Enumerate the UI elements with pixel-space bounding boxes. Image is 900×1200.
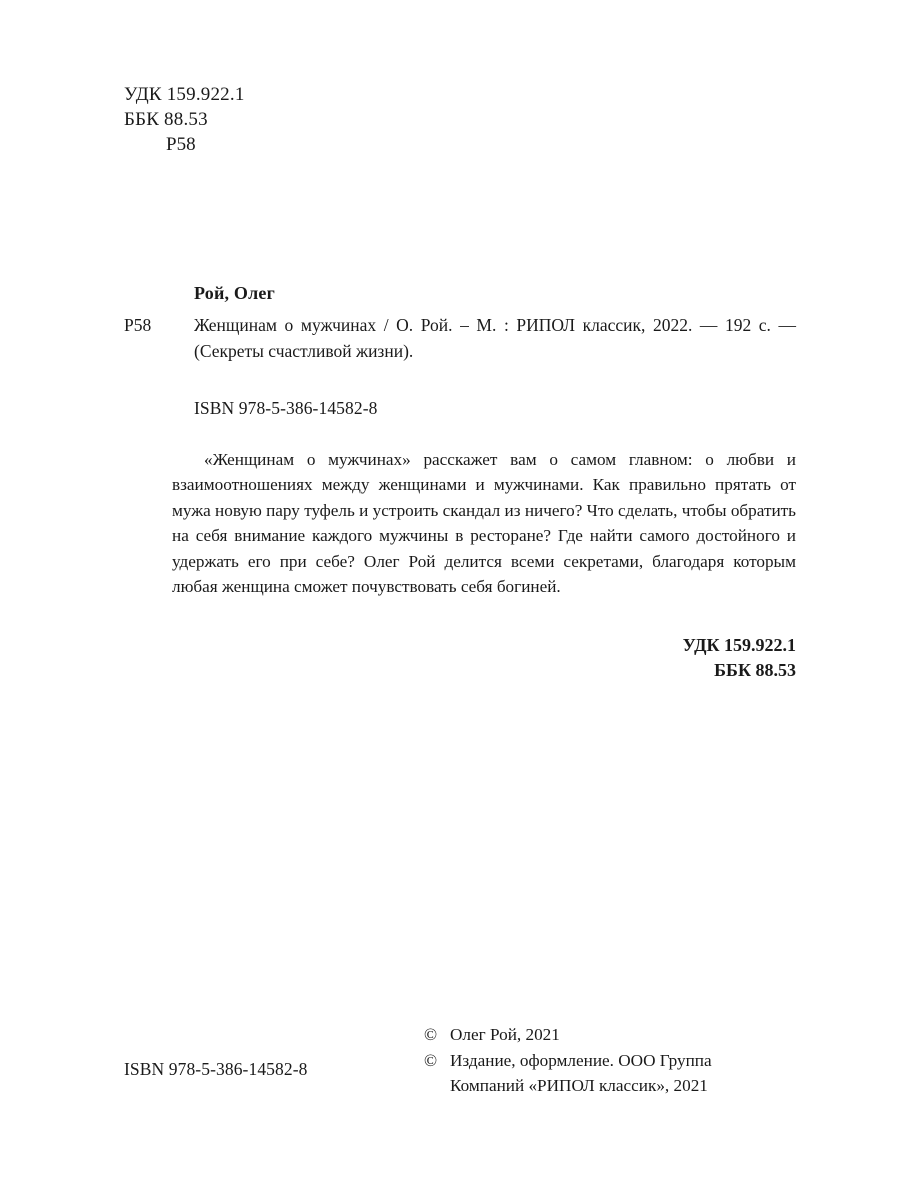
copyright-mark-icon: © — [424, 1025, 438, 1044]
bbk-code-top: ББК 88.53 — [124, 109, 208, 130]
annotation-text: «Женщинам о мужчинах» расскажет вам о самом главном: о любви и взаимоотношениях между женщинами и мужчинами. Как правильно прятать от мужа новую пару туфель и устроить скандал из ничего? Что сделать, чтобы обратить на себя внимание каждого мужчины в ресторане? Где найти самого достойного и удержать его при себе? Олег Рой делится всеми секретами, благодаря которым любая женщина сможет почувствовать себя богиней. — [172, 450, 796, 597]
record-body — [124, 312, 796, 364]
classification-top — [124, 82, 245, 157]
bbk-code-bottom: ББК 88.53 — [714, 660, 796, 680]
copyright-line-author — [424, 1022, 796, 1048]
copyright-line-publisher — [424, 1048, 796, 1074]
record-side-code: Р58 — [124, 315, 152, 335]
classification-bottom — [683, 633, 796, 683]
isbn-top: ISBN 978-5-386-14582-8 — [194, 398, 378, 418]
copyright-author-text: Олег Рой, 2021 — [450, 1025, 560, 1044]
isbn-bottom: ISBN 978-5-386-14582-8 — [124, 1059, 308, 1079]
udk-code-bottom: УДК 159.922.1 — [682, 635, 796, 655]
copyright-publisher-text: Издание, оформление. ООО Группа — [450, 1050, 712, 1070]
record-author: Рой, Олег — [194, 283, 275, 303]
copyright-block — [424, 1022, 796, 1099]
shelf-code-top: Р58 — [166, 134, 196, 155]
udk-code-top: УДК 159.922.1 — [124, 84, 245, 105]
copyright-publisher-text-cont: Компаний «РИПОЛ классик», 2021 — [450, 1076, 708, 1095]
bibliographic-record — [124, 283, 796, 364]
copyright-mark-icon-2: © — [424, 1050, 438, 1070]
record-description: Женщинам о мужчинах / О. Рой. – М. : РИПОЛ классик, 2022. — 192 с. — (Секреты счастливой жизни). — [194, 315, 796, 361]
